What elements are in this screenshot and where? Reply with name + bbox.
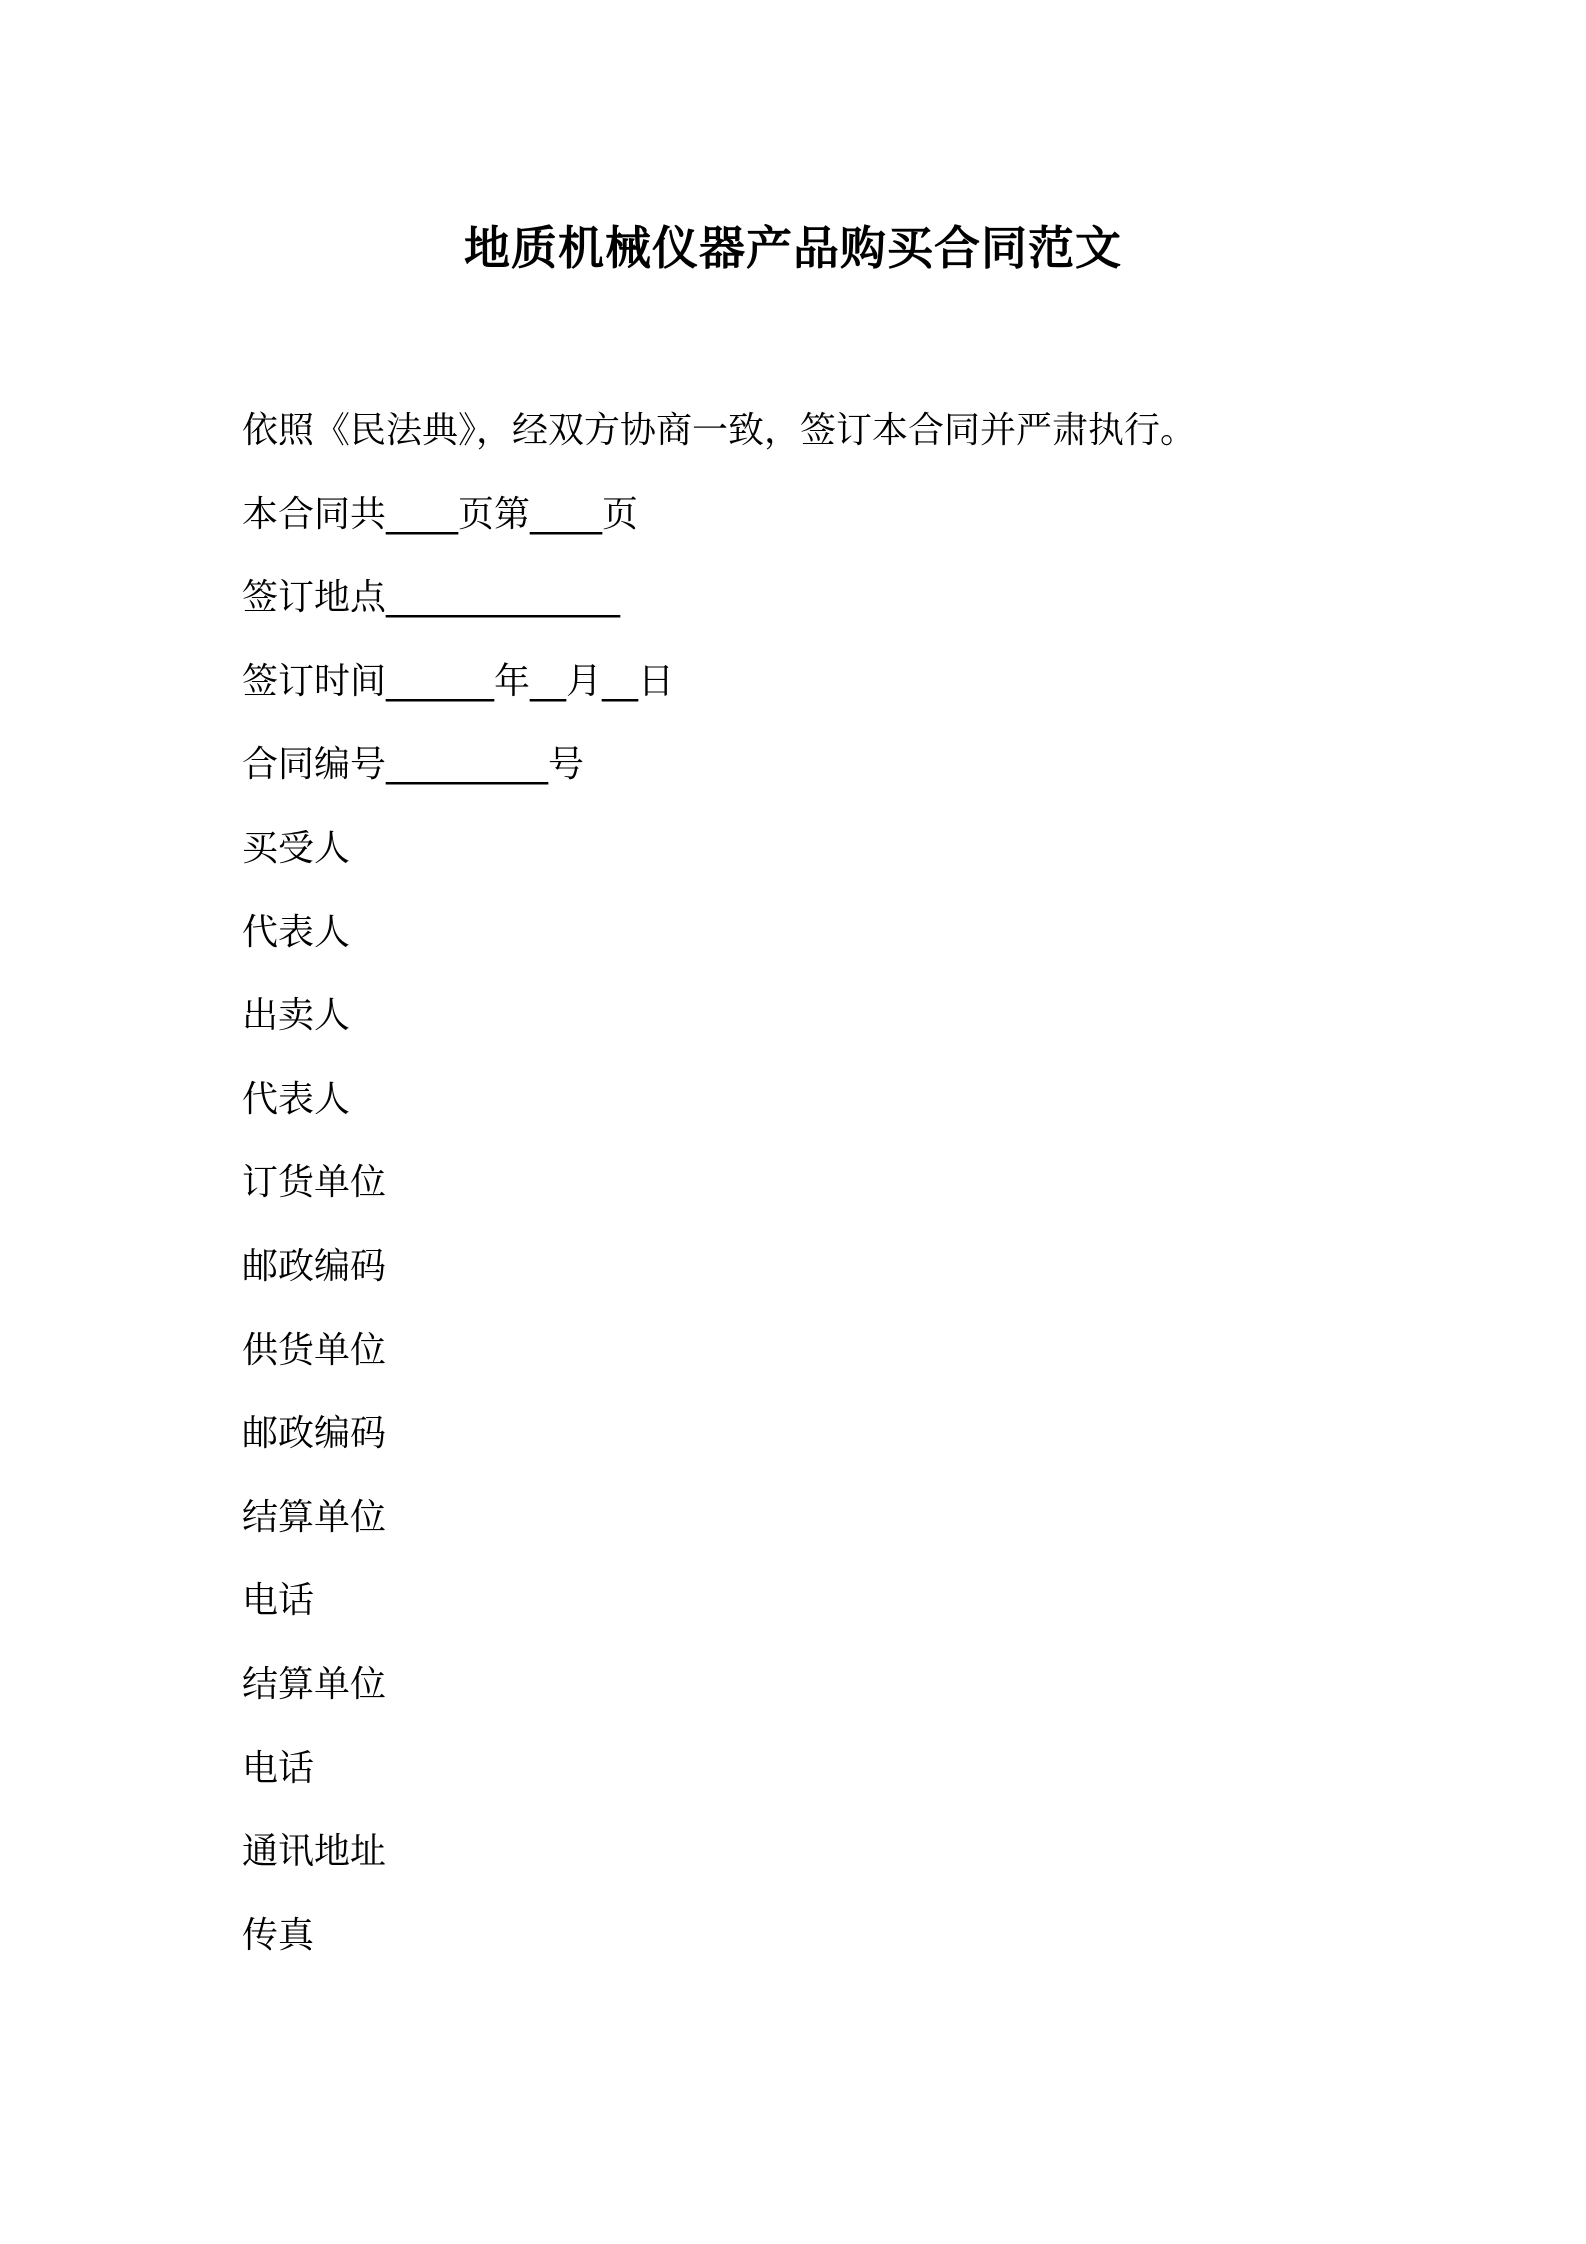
- signing-date-line: 签订时间______年__月__日: [242, 660, 675, 702]
- settlement-unit-line: 结算单位: [242, 1496, 387, 1538]
- fax-line: 传真: [242, 1914, 315, 1956]
- postal-code-line: 邮政编码: [242, 1245, 387, 1287]
- phone-line: 电话: [242, 1747, 315, 1789]
- seller-representative-line: 代表人: [242, 1078, 351, 1120]
- signing-place-line: 签订地点_____________: [242, 577, 621, 619]
- settlement-unit-line: 结算单位: [242, 1663, 387, 1705]
- intro-paragraph: 依照《民法典》，经双方协商一致，签订本合同并严肃执行。: [242, 410, 1197, 451]
- buyer-line: 买受人: [242, 827, 351, 869]
- document-body: [242, 408, 1392, 1996]
- ordering-unit-line: 订货单位: [242, 1162, 387, 1204]
- postal-code-line: 邮政编码: [242, 1413, 387, 1455]
- supplying-unit-line: 供货单位: [242, 1329, 387, 1371]
- phone-line: 电话: [242, 1580, 315, 1622]
- buyer-representative-line: 代表人: [242, 911, 351, 953]
- seller-line: 出卖人: [242, 995, 351, 1037]
- document-title: 地质机械仪器产品购买合同范文: [464, 221, 1122, 275]
- mailing-address-line: 通讯地址: [242, 1831, 387, 1873]
- contract-number-line: 合同编号_________号: [242, 744, 585, 786]
- page-count-line: 本合同共____页第____页: [242, 493, 639, 535]
